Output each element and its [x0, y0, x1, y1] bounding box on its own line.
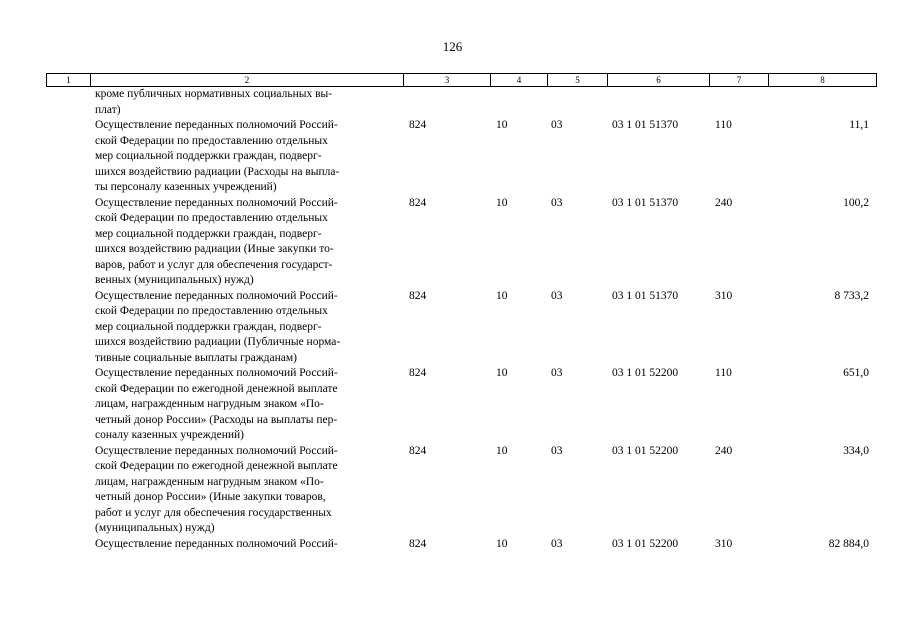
row-description: [95, 444, 405, 537]
amount: 334,0: [843, 444, 869, 457]
row-description: [95, 196, 405, 289]
description-line: Осуществление переданных полномочий Россий-: [95, 444, 338, 457]
table-header: [46, 73, 877, 87]
description-line: ты персоналу казенных учреждений): [95, 181, 277, 193]
description-line: Осуществление переданных полномочий Россий-: [95, 367, 338, 379]
amount: 82 884,0: [828, 537, 869, 550]
header-col-6: 6: [608, 74, 710, 86]
ministry-code: 824: [409, 444, 427, 457]
description-line: плат): [95, 103, 121, 116]
row-description: [95, 87, 405, 118]
subsection-code: 03: [551, 119, 563, 131]
table-row: [46, 537, 877, 553]
description-line: работ и услуг для обеспечения государственных: [95, 506, 332, 519]
subsection-code: 03: [551, 537, 563, 550]
description-line: шихся воздействию радиации (Иные закупки то-: [95, 243, 334, 255]
description-line: ской Федерации по ежегодной денежной выплате: [95, 460, 338, 472]
description-line: мер социальной поддержки граждан, подверг-: [95, 150, 322, 162]
row-description: [95, 366, 405, 444]
amount: 8 733,2: [834, 289, 869, 302]
table-row: [46, 444, 877, 537]
subsection-code: 03: [551, 196, 563, 209]
description-line: ской Федерации по предоставлению отдельных: [95, 134, 328, 147]
expense-type-code: 310: [715, 289, 733, 302]
table-row: [46, 366, 877, 444]
table-row: [46, 87, 877, 118]
description-line: шихся воздействию радиации (Расходы на выпла-: [95, 165, 340, 178]
header-col-4: 4: [491, 74, 548, 86]
description-line: варов, работ и услуг для обеспечения государст-: [95, 258, 333, 271]
description-line: ской Федерации по ежегодной денежной выплате: [95, 382, 338, 395]
expense-type-code: 110: [715, 367, 732, 379]
description-line: соналу казенных учреждений): [95, 429, 244, 441]
header-col-8: 8: [820, 75, 825, 85]
subsection-code: 03: [551, 289, 563, 302]
table-row: [46, 289, 877, 367]
description-line: четный донор России» (Иные закупки товаров,: [95, 491, 326, 503]
description-line: тивные социальные выплаты гражданам): [95, 351, 298, 364]
amount: 11,1: [849, 119, 869, 131]
header-col-5: 5: [548, 74, 608, 86]
expense-type-code: 110: [715, 119, 732, 131]
description-line: лицам, награжденным нагрудным знаком «По-: [95, 475, 324, 488]
ministry-code: 824: [409, 289, 427, 302]
section-code: 10: [496, 289, 508, 302]
header-col-7: 7: [710, 74, 769, 86]
header-col-2: 2: [91, 74, 404, 86]
ministry-code: 824: [409, 367, 427, 379]
description-line: Осуществление переданных полномочий Россий-: [95, 196, 338, 209]
description-line: Осуществление переданных полномочий Россий-: [95, 537, 338, 550]
expense-type-code: 240: [715, 196, 733, 209]
description-line: лицам, награжденным нагрудным знаком «По-: [95, 398, 324, 410]
description-line: ской Федерации по предоставлению отдельных: [95, 212, 328, 224]
target-article-code: 03 1 01 51370: [612, 289, 679, 302]
target-article-code: 03 1 01 52200: [612, 537, 679, 550]
description-line: ской Федерации по предоставлению отдельных: [95, 305, 328, 317]
description-line: четный донор России» (Расходы на выплаты пер-: [95, 413, 338, 426]
table-row: [46, 118, 877, 196]
description-line: кроме публичных нормативных социальных вы-: [95, 88, 333, 100]
description-line: мер социальной поддержки граждан, подверг-: [95, 320, 322, 333]
target-article-code: 03 1 01 52200: [612, 367, 679, 379]
amount: 100,2: [843, 196, 869, 209]
description-line: шихся воздействию радиации (Публичные норма-: [95, 336, 341, 348]
ministry-code: 824: [409, 537, 427, 550]
expense-type-code: 310: [715, 537, 733, 550]
target-article-code: 03 1 01 51370: [612, 196, 679, 209]
row-description: [95, 118, 405, 196]
subsection-code: 03: [551, 444, 563, 457]
section-code: 10: [496, 119, 508, 131]
target-article-code: 03 1 01 52200: [612, 444, 679, 457]
page-number: 126: [442, 39, 463, 54]
header-col-1: 1: [47, 74, 91, 86]
description-line: Осуществление переданных полномочий Россий-: [95, 119, 338, 131]
expense-type-code: 240: [715, 444, 733, 457]
target-article-code: 03 1 01 51370: [612, 119, 679, 131]
section-code: 10: [496, 196, 508, 209]
section-code: 10: [496, 367, 508, 379]
row-description: [95, 537, 405, 553]
description-line: (муниципальных) нужд): [95, 522, 215, 534]
amount: 651,0: [843, 367, 869, 379]
subsection-code: 03: [551, 367, 563, 379]
table-row: [46, 196, 877, 289]
section-code: 10: [496, 444, 508, 457]
description-line: Осуществление переданных полномочий Россий-: [95, 289, 338, 302]
row-description: [95, 289, 405, 367]
ministry-code: 824: [409, 196, 427, 209]
table-body: [46, 87, 877, 552]
description-line: мер социальной поддержки граждан, подверг-: [95, 227, 322, 240]
section-code: 10: [496, 537, 508, 550]
description-line: венных (муниципальных) нужд): [95, 274, 254, 286]
header-col-3: 3: [404, 74, 491, 86]
ministry-code: 824: [409, 119, 427, 131]
